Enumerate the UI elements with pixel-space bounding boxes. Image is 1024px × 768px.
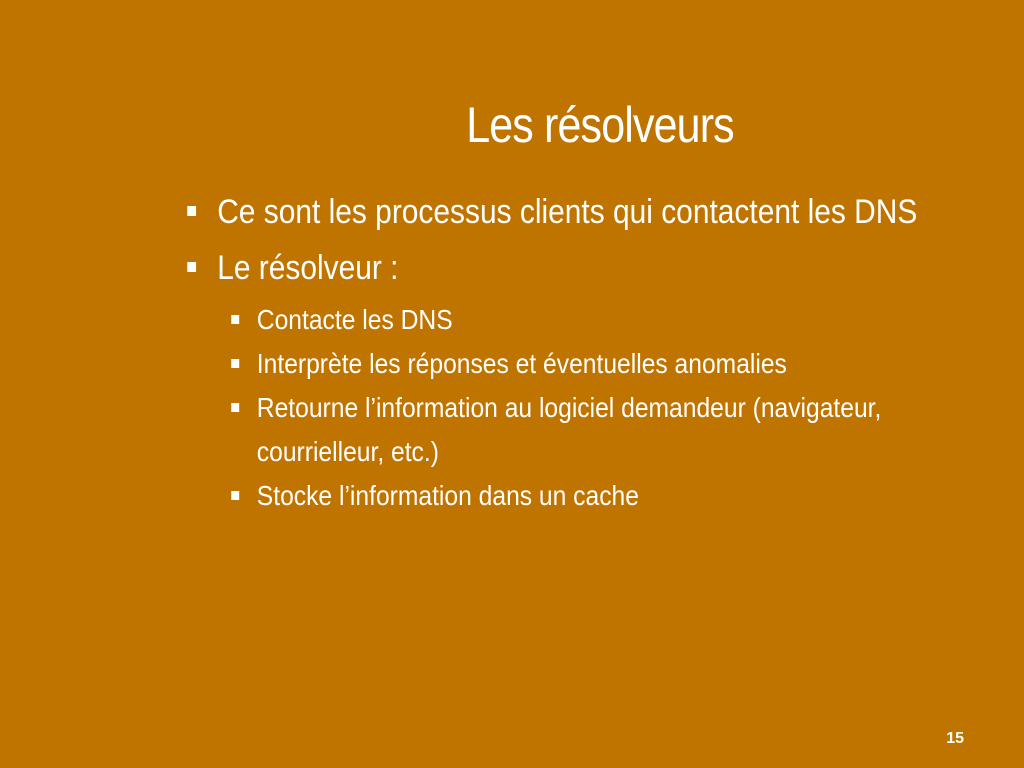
- square-bullet-icon: [231, 491, 239, 500]
- sub-list-item-text: Contacte les DNS: [256, 304, 453, 335]
- list-item-text: Ce sont les processus clients qui contactent les DNS: [217, 193, 918, 231]
- sub-list-item-text: Retourne l’information au logiciel demandeur (navigateur, courrielleur, etc.): [256, 392, 882, 467]
- sub-list-item: [182, 386, 978, 474]
- list-item-text: Le résolveur :: [217, 249, 399, 287]
- square-bullet-icon: [231, 403, 239, 412]
- sub-list-item: [182, 342, 912, 386]
- square-bullet-icon: [187, 206, 196, 216]
- list-item: [182, 186, 918, 238]
- sub-list-item-text: Stocke l’information dans un cache: [256, 480, 639, 511]
- slide-title: Les résolveurs: [466, 97, 734, 153]
- square-bullet-icon: [231, 359, 239, 368]
- sub-list-item: [182, 474, 912, 518]
- page-number: 15: [946, 730, 964, 747]
- square-bullet-icon: [231, 315, 239, 324]
- list-item: [182, 242, 912, 294]
- square-bullet-icon: [187, 262, 196, 272]
- sub-list-item-text: Interprète les réponses et éventuelles anomalies: [256, 348, 787, 379]
- bullet-list: [182, 186, 1012, 518]
- sub-list-item: [182, 298, 912, 342]
